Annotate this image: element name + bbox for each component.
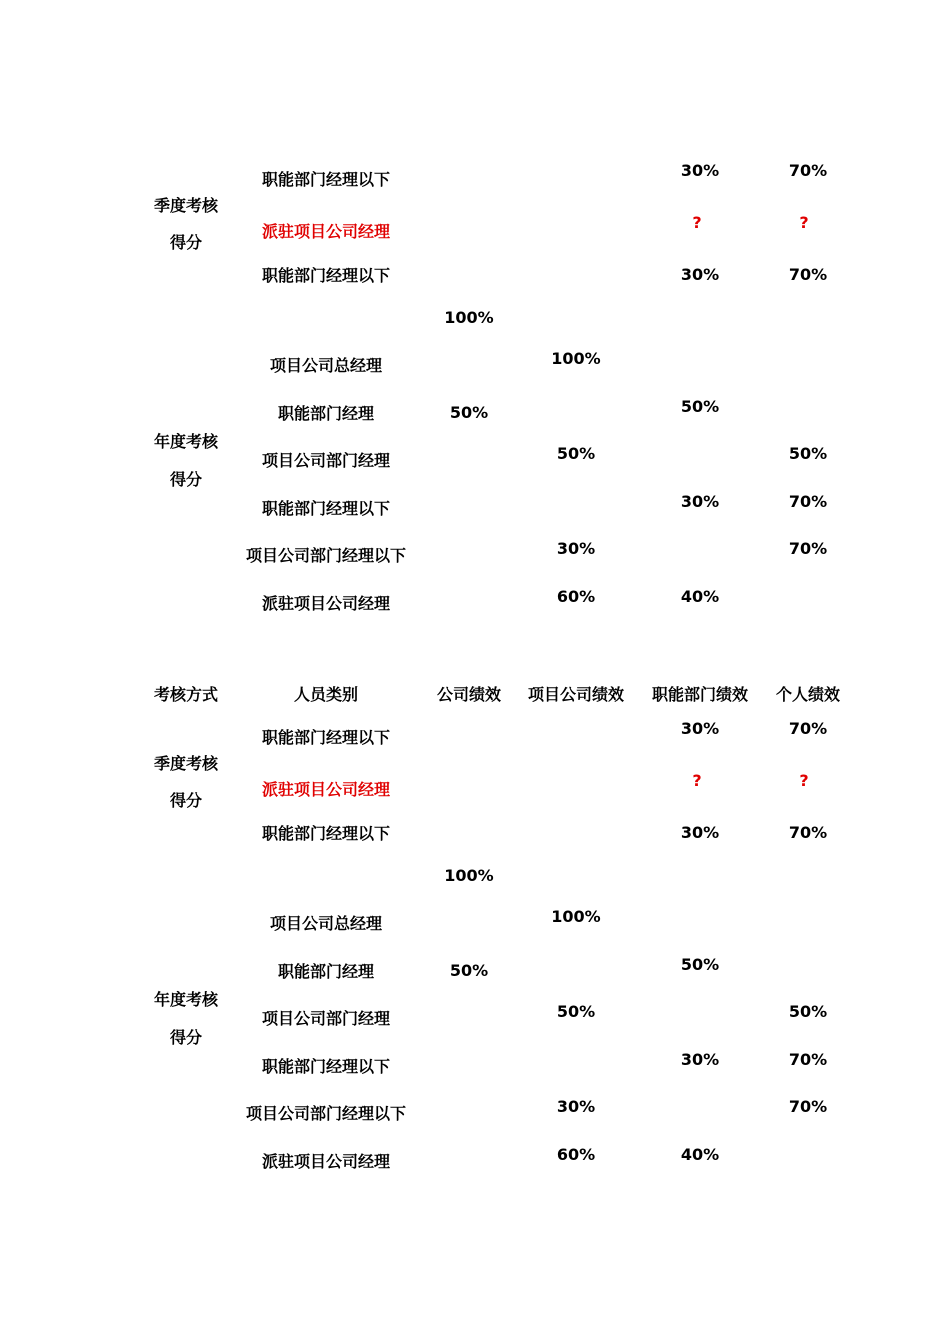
row-category: 职能部门经理以下 (261, 499, 391, 518)
project-company-value: 30% (556, 1097, 596, 1116)
quarterly-label: 季度考核 (153, 754, 219, 773)
row-category: 派驻项目公司经理 (261, 594, 391, 613)
personal-value: 70% (788, 823, 828, 842)
company-value: 50% (449, 961, 489, 980)
header-category: 人员类别 (293, 685, 359, 704)
personal-value: 50% (788, 444, 828, 463)
row-category: 职能部门经理 (277, 962, 375, 981)
header-project-company: 项目公司绩效 (527, 685, 625, 704)
personal-value: 70% (788, 1097, 828, 1116)
header-company: 公司绩效 (436, 685, 502, 704)
quarterly-label-line2: 得分 (169, 791, 203, 810)
row-category: 职能部门经理以下 (261, 170, 391, 189)
company-value: 100% (444, 308, 494, 327)
annual-label-line2: 得分 (169, 470, 203, 489)
project-company-value: 60% (556, 587, 596, 606)
personal-value: ? (799, 213, 809, 232)
quarterly-label-line2: 得分 (169, 233, 203, 252)
row-category: 职能部门经理以下 (261, 266, 391, 285)
company-value: 50% (449, 403, 489, 422)
project-company-value: 100% (551, 907, 601, 926)
personal-value: 70% (788, 492, 828, 511)
row-category: 职能部门经理以下 (261, 728, 391, 747)
function-dept-value: 50% (680, 397, 720, 416)
function-dept-value: ? (692, 213, 702, 232)
personal-value: 50% (788, 1002, 828, 1021)
row-category: 项目公司部门经理以下 (245, 546, 407, 565)
personal-value: ? (799, 771, 809, 790)
row-category: 职能部门经理以下 (261, 1057, 391, 1076)
function-dept-value: 50% (680, 955, 720, 974)
annual-label: 年度考核 (153, 432, 219, 451)
row-category: 派驻项目公司经理 (261, 1152, 391, 1171)
function-dept-value: 30% (680, 823, 720, 842)
annual-label-line2: 得分 (169, 1028, 203, 1047)
row-category: 项目公司总经理 (269, 356, 383, 375)
function-dept-value: 30% (680, 492, 720, 511)
personal-value: 70% (788, 719, 828, 738)
row-category-highlight: 派驻项目公司经理 (261, 780, 391, 799)
personal-value: 70% (788, 265, 828, 284)
personal-value: 70% (788, 1050, 828, 1069)
quarterly-label: 季度考核 (153, 196, 219, 215)
project-company-value: 50% (556, 1002, 596, 1021)
personal-value: 70% (788, 539, 828, 558)
function-dept-value: 30% (680, 161, 720, 180)
project-company-value: 30% (556, 539, 596, 558)
function-dept-value: ? (692, 771, 702, 790)
personal-value: 70% (788, 161, 828, 180)
row-category-highlight: 派驻项目公司经理 (261, 222, 391, 241)
project-company-value: 50% (556, 444, 596, 463)
annual-label: 年度考核 (153, 990, 219, 1009)
row-category: 项目公司部门经理以下 (245, 1104, 407, 1123)
header-method: 考核方式 (153, 685, 219, 704)
row-category: 职能部门经理以下 (261, 824, 391, 843)
row-category: 项目公司总经理 (269, 914, 383, 933)
row-category: 项目公司部门经理 (261, 451, 391, 470)
function-dept-value: 30% (680, 265, 720, 284)
function-dept-value: 40% (680, 587, 720, 606)
project-company-value: 60% (556, 1145, 596, 1164)
function-dept-value: 30% (680, 1050, 720, 1069)
function-dept-value: 30% (680, 719, 720, 738)
row-category: 职能部门经理 (277, 404, 375, 423)
header-function-dept: 职能部门绩效 (651, 685, 749, 704)
function-dept-value: 40% (680, 1145, 720, 1164)
header-personal: 个人绩效 (775, 685, 841, 704)
company-value: 100% (444, 866, 494, 885)
row-category: 项目公司部门经理 (261, 1009, 391, 1028)
project-company-value: 100% (551, 349, 601, 368)
